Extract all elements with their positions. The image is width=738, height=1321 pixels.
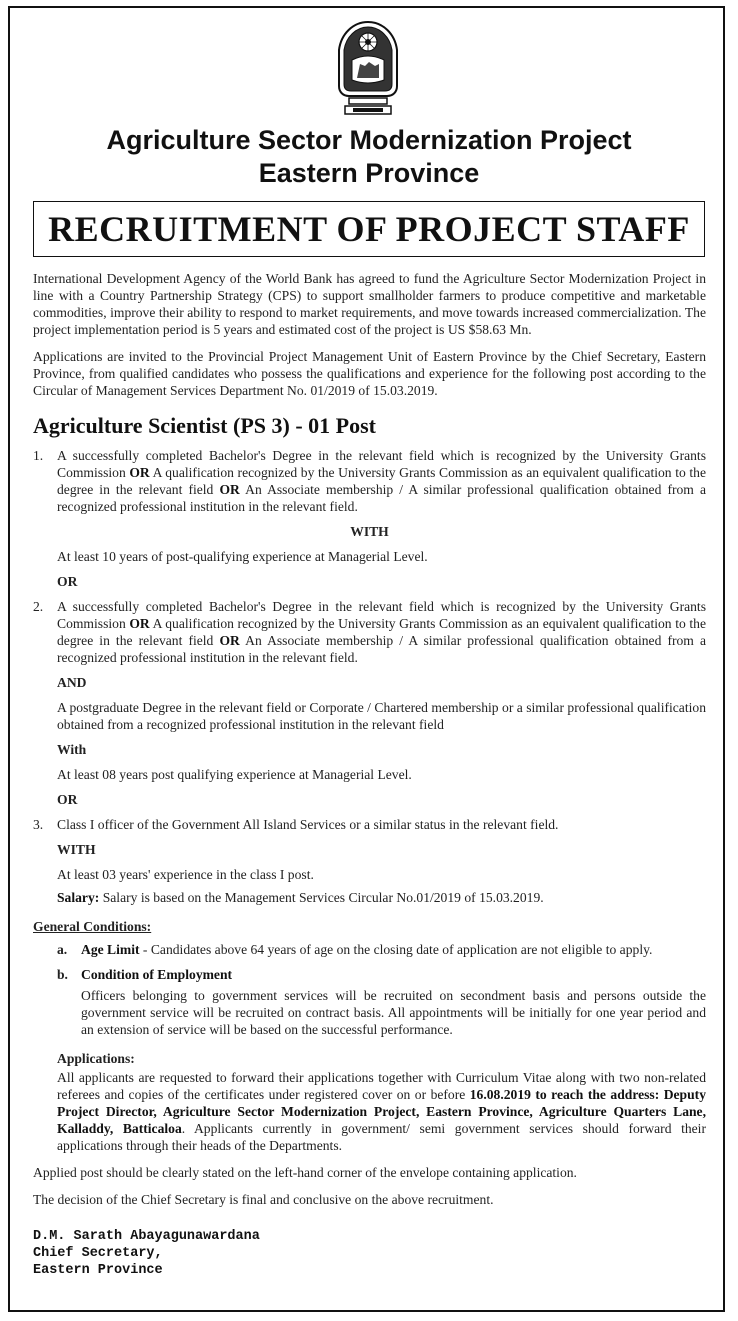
condition-employment bbox=[57, 966, 706, 983]
intro-paragraph-1: International Development Agency of the World Bank has agreed to fund the Agriculture Sector Modernization Project in line with a Country Partnership Strategy (CPS) to support smallholder farmers to produce competitive and marketable commodities, improve their ability to respond to market requirements, and move towards increased commercialization. The project implementation period is 5 years and estimated cost of the project is US $58.63 Mn. bbox=[33, 271, 706, 337]
condition-letter: a. bbox=[57, 942, 68, 957]
with-connector: With bbox=[57, 742, 87, 757]
and-connector: AND bbox=[57, 675, 87, 690]
footer-note-2: The decision of the Chief Secretary is final and conclusive on the above recruitment. bbox=[33, 1192, 494, 1207]
or-connector: OR bbox=[57, 792, 78, 807]
org-title-line2: Eastern Province bbox=[258, 158, 480, 188]
item-number: 1. bbox=[33, 448, 44, 463]
condition-letter: b. bbox=[57, 967, 68, 982]
signatory-name: D.M. Sarath Abayagunawardana bbox=[33, 1229, 260, 1244]
experience-requirement: At least 03 years' experience in the class I post. bbox=[57, 867, 314, 882]
org-title-line1: Agriculture Sector Modernization Project bbox=[106, 125, 632, 155]
salary-label: Salary: bbox=[57, 890, 100, 905]
item-text: Class I officer of the Government All Island Services or a similar status in the relevant field. bbox=[57, 817, 559, 832]
condition-employment-text: Officers belonging to government services will be recruited on secondment basis and persons outside the government service will be recruited on contract basis. All appointments will be initially for one year period and an extension of service will be based on the successful performance. bbox=[81, 988, 706, 1037]
item-number: 3. bbox=[33, 817, 44, 832]
notice-body bbox=[33, 270, 706, 1279]
intro-paragraph-2: Applications are invited to the Provincial Project Management Unit of Eastern Province by the Chief Secretary, Eastern Province, from qualified candidates who possess the qualifications and experience for the following post according to the Circular of Management Services Department No. 01/2019 of 15.03.2019. bbox=[33, 349, 706, 398]
footer-note-1: Applied post should be clearly stated on the left-hand corner of the envelope containing application. bbox=[33, 1165, 577, 1180]
item-text: A successfully completed Bachelor's Degree in the relevant field which is recognized by the University Grants Commission OR A qualification recognized by the University Grants Commission as an equivalent qualification to the degree in the relevant field OR An Associate membership / A similar professional qualification obtained from a recognized professional institution in the relevant field. bbox=[57, 448, 706, 514]
signature-block bbox=[33, 1228, 706, 1279]
applications-heading: Applications: bbox=[57, 1051, 135, 1066]
signatory-place: Eastern Province bbox=[33, 1263, 163, 1278]
with-connector: WITH bbox=[57, 842, 96, 857]
salary-line bbox=[57, 889, 706, 906]
signatory-title: Chief Secretary, bbox=[33, 1246, 163, 1261]
applications-text: All applicants are requested to forward their applications together with Curriculum Vitae along with two non-related referees and copies of the certificates under registered cover on or before 16.08.2019 to reach the address: Deputy Project Director, Agriculture Sector Modernization Project, Eastern Province, Agriculture Quarters Lane, Kalladdy, Batticaloa. Applicants currently in government/ semi government services should forward their applications through their heads of the Departments. bbox=[57, 1070, 706, 1153]
salary-text: Salary is based on the Management Services Circular No.01/2019 of 15.03.2019. bbox=[99, 890, 544, 905]
recruitment-banner: RECRUITMENT OF PROJECT STAFF bbox=[33, 201, 705, 257]
postgraduate-requirement: A postgraduate Degree in the relevant field or Corporate / Chartered membership or a similar professional qualification obtained from a recognized professional institution in the relevant field bbox=[57, 700, 706, 732]
experience-requirement: At least 08 years post qualifying experience at Managerial Level. bbox=[57, 767, 412, 782]
qualification-item-1 bbox=[33, 447, 706, 515]
qualification-item-2 bbox=[33, 598, 706, 666]
or-connector: OR bbox=[57, 574, 78, 589]
post-title: Agriculture Scientist (PS 3) - 01 Post bbox=[33, 413, 376, 438]
condition-label: Age Limit bbox=[81, 942, 140, 957]
general-conditions-heading: General Conditions: bbox=[33, 919, 152, 934]
sri-lanka-emblem-icon bbox=[335, 20, 401, 118]
with-connector: WITH bbox=[350, 524, 389, 539]
item-text: A successfully completed Bachelor's Degree in the relevant field which is recognized by the University Grants Commission OR A qualification recognized by the University Grants Commission as an equivalent qualification to the degree in the relevant field OR An Associate membership / A similar professional qualification obtained from a recognized professional institution in the relevant field. bbox=[57, 599, 706, 665]
condition-age-limit: a. Age Limit - Candidates above 64 years of age on the closing date of application are not eligible to apply. bbox=[57, 942, 653, 957]
experience-requirement: At least 10 years of post-qualifying experience at Managerial Level. bbox=[57, 549, 428, 564]
condition-label: Condition of Employment bbox=[81, 967, 233, 982]
qualification-item-3 bbox=[33, 816, 706, 833]
item-number: 2. bbox=[33, 599, 44, 614]
